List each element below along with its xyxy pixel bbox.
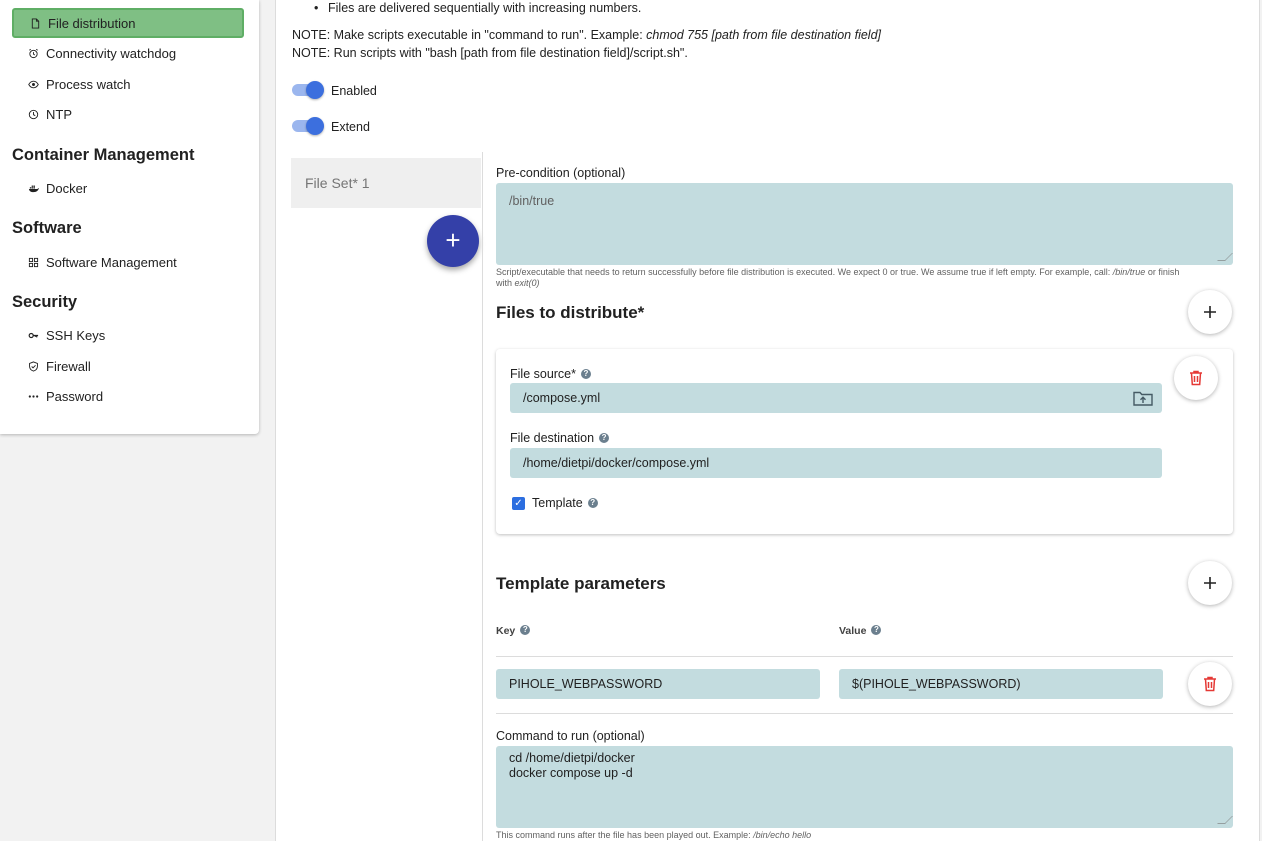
vertical-divider: [482, 152, 483, 841]
sidebar-item-ntp[interactable]: [12, 99, 244, 129]
file-source-value: /compose.yml: [523, 391, 601, 405]
eye-icon: [26, 77, 40, 91]
sidebar-item-label: Software Management: [46, 254, 177, 270]
template-parameters-heading: Template parameters: [496, 574, 666, 593]
precondition-value: /bin/true: [509, 194, 555, 208]
param-key-input[interactable]: [496, 669, 820, 699]
help-icon[interactable]: ?: [581, 369, 591, 379]
sidebar-item-docker[interactable]: [12, 173, 244, 203]
file-source-input[interactable]: [510, 383, 1162, 413]
sidebar-item-label: Connectivity watchdog: [46, 45, 177, 61]
help-icon[interactable]: ?: [588, 498, 598, 508]
section-title-security: Security: [12, 293, 78, 311]
sidebar-item-file-distribution[interactable]: [12, 8, 244, 38]
divider: [496, 713, 1233, 714]
command-line-2: docker compose up -d: [509, 765, 633, 780]
resize-handle[interactable]: [1217, 816, 1233, 824]
password-dots-icon: [26, 389, 40, 403]
tab-file-set-1[interactable]: File Set* 1: [291, 158, 481, 208]
extend-toggle[interactable]: [292, 116, 326, 136]
resize-handle[interactable]: [1217, 253, 1233, 261]
sidebar-item-process-watch[interactable]: [12, 69, 244, 99]
note-bash: NOTE: Run scripts with "bash [path from file destination field]/script.sh".: [292, 46, 688, 60]
help-icon[interactable]: ?: [871, 625, 881, 635]
section-title-container-management: Container Management: [12, 146, 195, 164]
sidebar-item-label: Firewall: [46, 358, 91, 374]
trash-icon: [1203, 676, 1217, 692]
file-source-label: File source* ?: [510, 367, 591, 381]
plus-icon: [1203, 305, 1217, 319]
sidebar-item-connectivity-watchdog[interactable]: [12, 38, 244, 68]
plus-icon: [1203, 576, 1217, 590]
sidebar-item-firewall[interactable]: [12, 351, 244, 381]
precondition-hint: Script/executable that needs to return successfully before file distribution is executed. We expect 0 or true. We assume true if left empty. For example, call: /bin/true or finish with exit(0): [496, 267, 1180, 288]
sidebar-item-software-management[interactable]: [12, 247, 244, 277]
add-file-button[interactable]: [1188, 290, 1232, 334]
help-icon[interactable]: ?: [599, 433, 609, 443]
template-checkbox[interactable]: ✓: [512, 497, 525, 510]
sidebar-item-label: Process watch: [46, 76, 131, 92]
value-column-header: Value ?: [839, 625, 881, 637]
sidebar-item-label: Password: [46, 388, 104, 404]
help-icon[interactable]: ?: [520, 625, 530, 635]
file-destination-label: File destination ?: [510, 431, 609, 445]
command-label: Command to run (optional): [496, 729, 645, 743]
bullet-dot: •: [314, 1, 319, 15]
apps-grid-icon: [26, 255, 40, 269]
add-file-set-button[interactable]: +: [427, 215, 479, 267]
delete-parameter-button[interactable]: [1188, 662, 1232, 706]
key-icon: [26, 328, 40, 342]
template-label: Template ?: [532, 496, 598, 510]
param-value-input[interactable]: [839, 669, 1163, 699]
enabled-toggle[interactable]: [292, 80, 326, 100]
file-destination-value: /home/dietpi/docker/compose.yml: [523, 456, 710, 470]
note-chmod-example: chmod 755 [path from file destination field]: [646, 28, 882, 42]
file-icon: [28, 16, 42, 30]
folder-upload-icon[interactable]: [1133, 390, 1153, 411]
add-parameter-button[interactable]: [1188, 561, 1232, 605]
alarm-icon: [26, 46, 40, 60]
extend-label: Extend: [331, 120, 370, 134]
sidebar-item-label: SSH Keys: [46, 327, 106, 343]
precondition-input[interactable]: [496, 183, 1233, 265]
sidebar-item-password[interactable]: [12, 381, 244, 411]
sidebar-item-label: File distribution: [48, 15, 136, 31]
note-chmod: [292, 28, 881, 42]
sidebar: [0, 0, 259, 434]
files-to-distribute-heading: Files to distribute*: [496, 303, 645, 322]
delete-file-button[interactable]: [1174, 356, 1218, 400]
param-value-value: $(PIHOLE_WEBPASSWORD): [852, 677, 1021, 691]
command-line-1: cd /home/dietpi/docker: [509, 751, 635, 765]
divider: [496, 656, 1233, 657]
enabled-label: Enabled: [331, 84, 377, 98]
sidebar-item-label: NTP: [46, 106, 72, 122]
command-hint: This command runs after the file has been played out. Example: /bin/echo hello: [496, 830, 812, 840]
docker-icon: [26, 181, 40, 195]
clock-icon: [26, 107, 40, 121]
note-chmod-prefix: NOTE: Make scripts executable in "command to run". Example:: [292, 28, 647, 42]
precondition-label: Pre-condition (optional): [496, 166, 626, 180]
sidebar-item-ssh-keys[interactable]: [12, 320, 244, 350]
key-column-header: Key ?: [496, 625, 530, 637]
command-input[interactable]: [496, 746, 1233, 828]
main-panel: [275, 0, 1260, 841]
file-destination-input[interactable]: [510, 448, 1162, 478]
sidebar-item-label: Docker: [46, 180, 88, 196]
param-key-value: PIHOLE_WEBPASSWORD: [509, 677, 663, 691]
file-card: [496, 349, 1233, 534]
trash-icon: [1189, 370, 1203, 386]
section-title-software: Software: [12, 219, 82, 237]
bullet-text: Files are delivered sequentially with increasing numbers.: [328, 1, 642, 15]
shield-icon: [26, 359, 40, 373]
